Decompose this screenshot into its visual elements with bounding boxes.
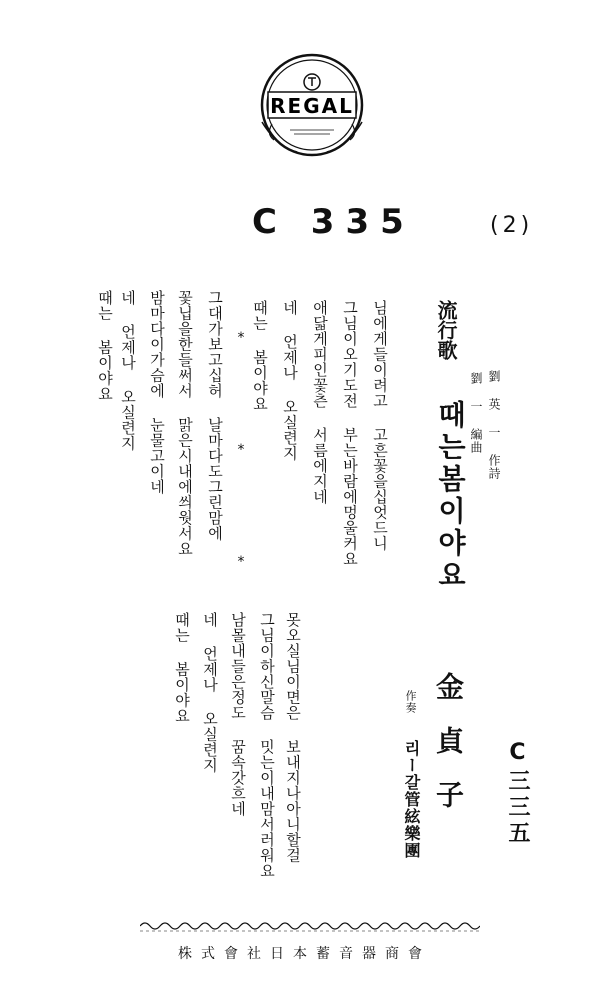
lyric-line: 님에게들이려고 고흔꽃을십엇드니	[371, 300, 389, 551]
verse-separator: * * *	[233, 330, 249, 610]
lyric-line: 밤마다이가슴에 눈물고이네	[148, 290, 166, 495]
lyric-line: 그님이오기도전 부는바람에멍울커요	[341, 300, 359, 567]
lyric-line: 못오실님이면은 보내지나아니할걸	[284, 612, 302, 863]
brand-name: REGAL	[270, 94, 354, 118]
decorative-border	[140, 920, 480, 932]
singer-name: 金貞子	[432, 672, 465, 834]
genre: 流行歌	[434, 300, 458, 360]
lyric-line: 남몰내들은정도 꿈속갓흐네	[229, 612, 247, 817]
side-catalog-number: C三三五	[505, 740, 530, 847]
lyricist-credit: 劉 英 一 作詩	[487, 370, 501, 480]
composer-credit: 劉 一 編曲	[469, 372, 483, 454]
side-number: (2)	[490, 213, 534, 238]
lyric-line: 네 언제나 오실련지	[201, 612, 219, 773]
lyric-line: 때는 봄이야요	[251, 300, 269, 412]
catalog-number: C 335	[252, 202, 415, 242]
lyric-line: 네 언제나 오실련지	[281, 300, 299, 461]
regal-logo	[252, 52, 372, 162]
lyric-line: 그님이하신말슴 밋는이내맘서러워요	[258, 612, 276, 879]
orchestra-name: 리ー갈管絃樂團	[402, 740, 421, 859]
lyric-line: 꽃닙을한들써서 맑은시내에씌웟서요	[176, 290, 194, 557]
lyric-line: 때는 봄이야요	[96, 290, 114, 402]
lyric-line: 네 언제나 오실련지	[119, 290, 137, 451]
song-title: 때는봄이야요	[434, 400, 467, 592]
lyric-line: 애닯게피인꽃츤 서름에지네	[311, 300, 329, 505]
lyric-line: 때는 봄이야요	[173, 612, 191, 724]
company-name: 株式會社日本蓄音器商會	[178, 946, 431, 962]
lyric-line: 그대가보고십허 날마다도그린맘에	[206, 290, 224, 541]
performance-label: 作奏	[404, 690, 417, 714]
